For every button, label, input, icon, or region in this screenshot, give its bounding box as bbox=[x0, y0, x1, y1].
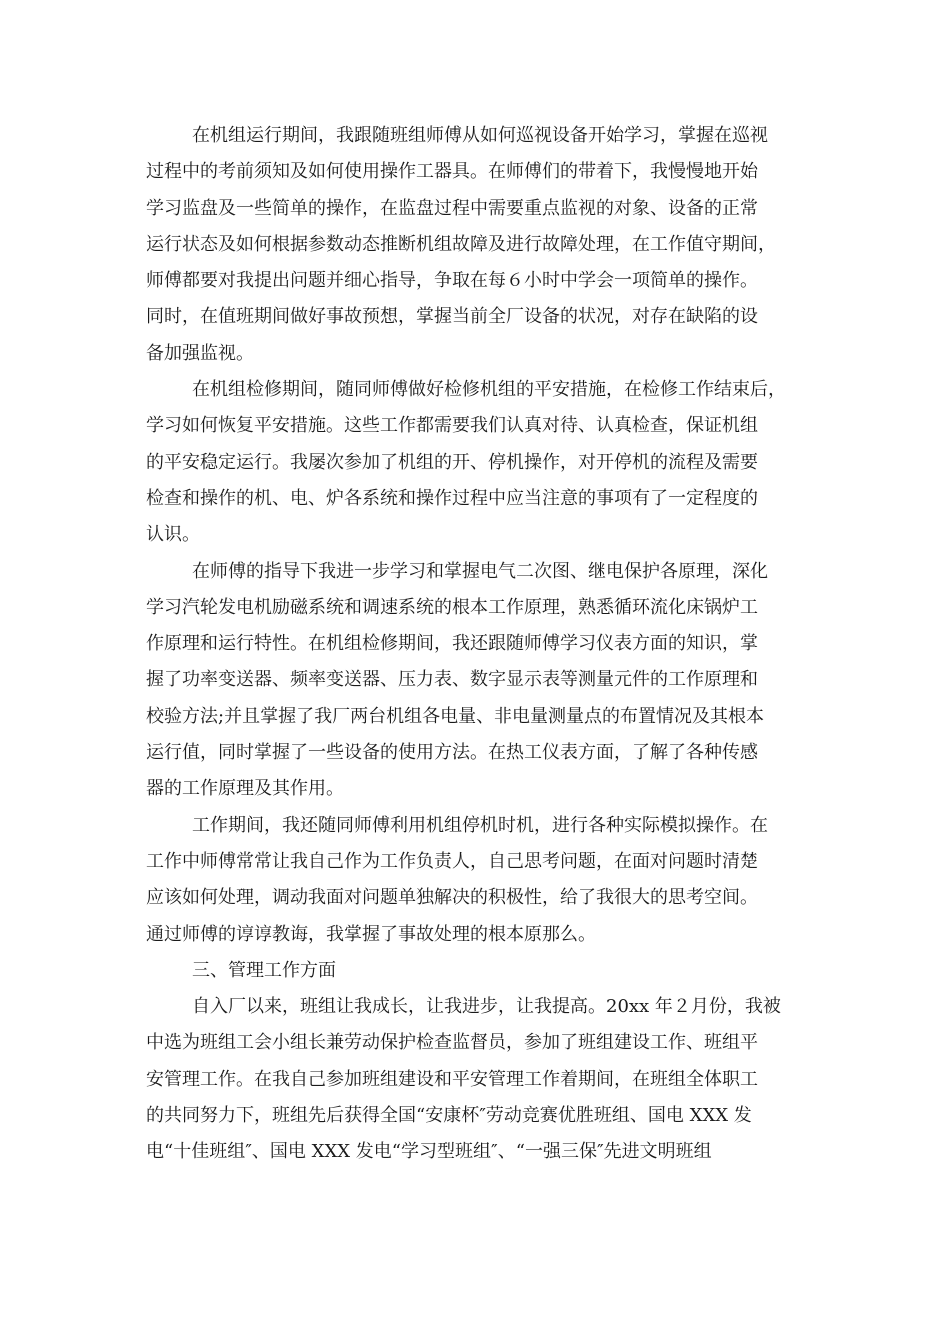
text-line: 器的工作原理及其作用。 bbox=[146, 778, 344, 800]
text-line: 在师傅的指导下我进一步学习和掌握电气二次图、继电保护各原理，深化 bbox=[192, 560, 768, 582]
text-line: 检查和操作的机、电、炉各系统和操作过程中应当注意的事项有了一定程度的 bbox=[146, 487, 758, 509]
text-line: 三、管理工作方面 bbox=[192, 959, 336, 981]
text-line: 作原理和运行特性。在机组检修期间，我还跟随师傅学习仪表方面的知识，掌 bbox=[146, 633, 758, 655]
text-line: 工作中师傅常常让我自己作为工作负责人，自己思考问题，在面对问题时清楚 bbox=[146, 850, 758, 872]
text-line: 握了功率变送器、频率变送器、压力表、数字显示表等测量元件的工作原理和 bbox=[146, 669, 758, 691]
text-line: 安管理工作。在我自己参加班组建设和平安管理工作着期间，在班组全体职工 bbox=[146, 1068, 758, 1090]
text-line: 通过师傅的谆谆教诲，我掌握了事故处理的根本原那么。 bbox=[146, 923, 596, 945]
text-line: 在机组运行期间，我跟随班组师傅从如何巡视设备开始学习，掌握在巡视 bbox=[192, 125, 768, 146]
text-line: 在机组检修期间，随同师傅做好检修机组的平安措施，在检修工作结束后， bbox=[192, 379, 786, 401]
text-line: 校验方法;并且掌握了我厂两台机组各电量、非电量测量点的布置情况及其根本 bbox=[146, 705, 765, 727]
text-line: 师傅都要对我提出问题并细心指导，争取在每６小时中学会一项简单的操作。 bbox=[146, 270, 758, 292]
text-line: 学习监盘及一些简单的操作，在监盘过程中需要重点监视的对象、设备的正常 bbox=[146, 197, 758, 219]
text-line: 应该如何处理，调动我面对问题单独解决的积极性，给了我很大的思考空间。 bbox=[146, 887, 758, 909]
text-line: 自入厂以来，班组让我成长，让我进步，让我提高。20xx 年２月份，我被 bbox=[192, 996, 781, 1018]
text-line: 备加强监视。 bbox=[146, 342, 254, 364]
text-line: 同时，在值班期间做好事故预想，掌握当前全厂设备的状况，对存在缺陷的设 bbox=[146, 306, 758, 328]
text-line: 工作期间，我还随同师傅利用机组停机时机，进行各种实际模拟操作。在 bbox=[192, 814, 768, 836]
text-line: 学习汽轮发电机励磁系统和调速系统的根本工作原理，熟悉循环流化床锅炉工 bbox=[146, 596, 758, 618]
text-line: 认识。 bbox=[146, 524, 200, 546]
text-line: 中选为班组工会小组长兼劳动保护检查监督员，参加了班组建设工作、班组平 bbox=[146, 1032, 758, 1054]
text-line: 的平安稳定运行。我屡次参加了机组的开、停机操作，对开停机的流程及需要 bbox=[146, 451, 758, 473]
text-line: 电“十佳班组″、国电 XXX 发电“学习型班组″、“一强三保″先进文明班组 bbox=[146, 1141, 712, 1163]
text-line: 运行状态及如何根据参数动态推断机组故障及进行故障处理，在工作值守期间， bbox=[146, 233, 776, 255]
text-line: 学习如何恢复平安措施。这些工作都需要我们认真对待、认真检查，保证机组 bbox=[146, 415, 758, 437]
document-body bbox=[146, 118, 826, 1171]
text-line: 运行值，同时掌握了一些设备的使用方法。在热工仪表方面，了解了各种传感 bbox=[146, 742, 758, 764]
text-line: 的共同努力下，班组先后获得全国“安康杯″劳动竞赛优胜班组、国电 XXX 发 bbox=[146, 1105, 752, 1127]
text-line: 过程中的考前须知及如何使用操作工器具。在师傅们的带着下，我慢慢地开始 bbox=[146, 161, 758, 183]
